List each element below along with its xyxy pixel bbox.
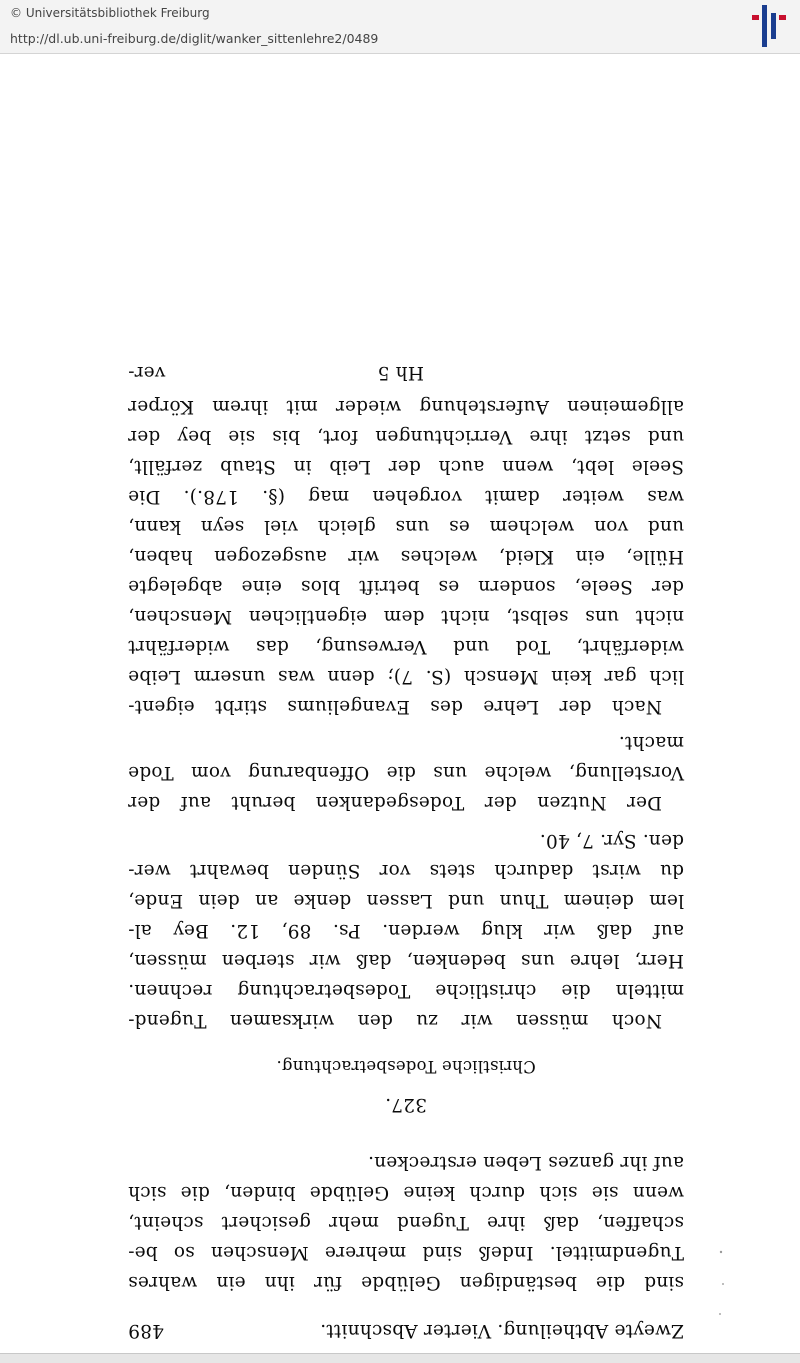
text-line: der Seele, sondern es betrift blos eine abgelegte	[128, 576, 684, 597]
text-line: du wirst dadurch stets vor Sünden bewahrt wer-	[128, 860, 684, 881]
text-line: und setzt ihre Verrichtungen fort, bis sie bey der	[128, 426, 684, 447]
text-line: macht.	[618, 732, 684, 753]
text-line: Tugendmittel. Indeß sind mehrere Menschen so be-	[128, 1242, 684, 1263]
text-line: Der Nutzen der Todesgedanken beruht auf der	[128, 792, 662, 813]
page-url[interactable]: http://dl.ub.uni-freiburg.de/diglit/wanker_sittenlehre2/0489	[10, 31, 379, 46]
text-line: und von welchem es uns gleich viel seyn kann,	[128, 516, 684, 537]
text-line: widerfährt, Tod und Verwesung, das widerfährt	[128, 636, 684, 657]
text-line: Noch müssen wir zu den wirksamen Tugend-	[128, 1010, 662, 1031]
text-line: sind die beständigen Gelübde für ihn ein wahres	[128, 1272, 684, 1293]
text-line: Hülle, ein Kleid, welches wir ausgezogen haben,	[128, 546, 684, 567]
text-line: lem deinem Thun und Lassen denke an dein Ende,	[128, 890, 684, 911]
text-line: schaffen, daß ihre Tugend mehr gesichert scheint,	[128, 1212, 684, 1233]
text-line: lich gar kein Mensch (S. 7); denn was unserm Leibe	[128, 666, 684, 687]
page-footer	[128, 357, 684, 387]
running-header-title: Zweyte Abtheilung. Vierter Abschnitt.	[320, 1320, 684, 1341]
viewer-header-bar	[0, 0, 800, 54]
section-number: 327.	[385, 1094, 427, 1115]
library-logo-icon	[752, 5, 786, 47]
text-line: Seele lebt, wenn auch der Leib in Staub zerfällt,	[128, 456, 684, 477]
text-line: Herr, lehre uns bedenken, daß wir sterben müssen,	[128, 950, 684, 971]
page-text-block	[128, 184, 684, 1345]
text-line: den. Syr. 7, 40.	[539, 830, 684, 851]
catchword: ver-	[128, 362, 166, 383]
text-line: allgemeinen Auferstehung wieder mit ihrem Körper	[128, 396, 684, 417]
text-line: nicht uns selbst, nicht dem eigentlichen Menschen,	[128, 606, 684, 627]
running-header	[128, 1315, 684, 1345]
text-line: wenn sie sich durch keine Gelübde binden, die sich	[128, 1182, 684, 1203]
text-line: mitteln die christliche Todesbetrachtung rechnen.	[128, 980, 684, 1001]
scanned-page	[0, 54, 800, 1353]
signature-mark: Hh 5	[377, 362, 424, 383]
text-line: was weiter damit vorgehen mag (§. 178.). Die	[128, 486, 684, 507]
scan-edge-marks	[715, 1244, 735, 1324]
section-title: Christliche Todesbetrachtung.	[276, 1057, 536, 1076]
text-line: Nach der Lehre des Evangeliums stirbt eigent-	[128, 696, 662, 717]
page-number: 489	[128, 1320, 164, 1341]
text-line: Vorstellung, welche uns die Offenbarung vom Tode	[128, 762, 684, 783]
text-line: auf daß wir klug werden. Ps. 89, 12. Bey al-	[128, 920, 684, 941]
text-line: auf ihr ganzes Leben erstrecken.	[367, 1152, 684, 1173]
copyright-notice: © Universitätsbibliothek Freiburg	[10, 6, 210, 20]
